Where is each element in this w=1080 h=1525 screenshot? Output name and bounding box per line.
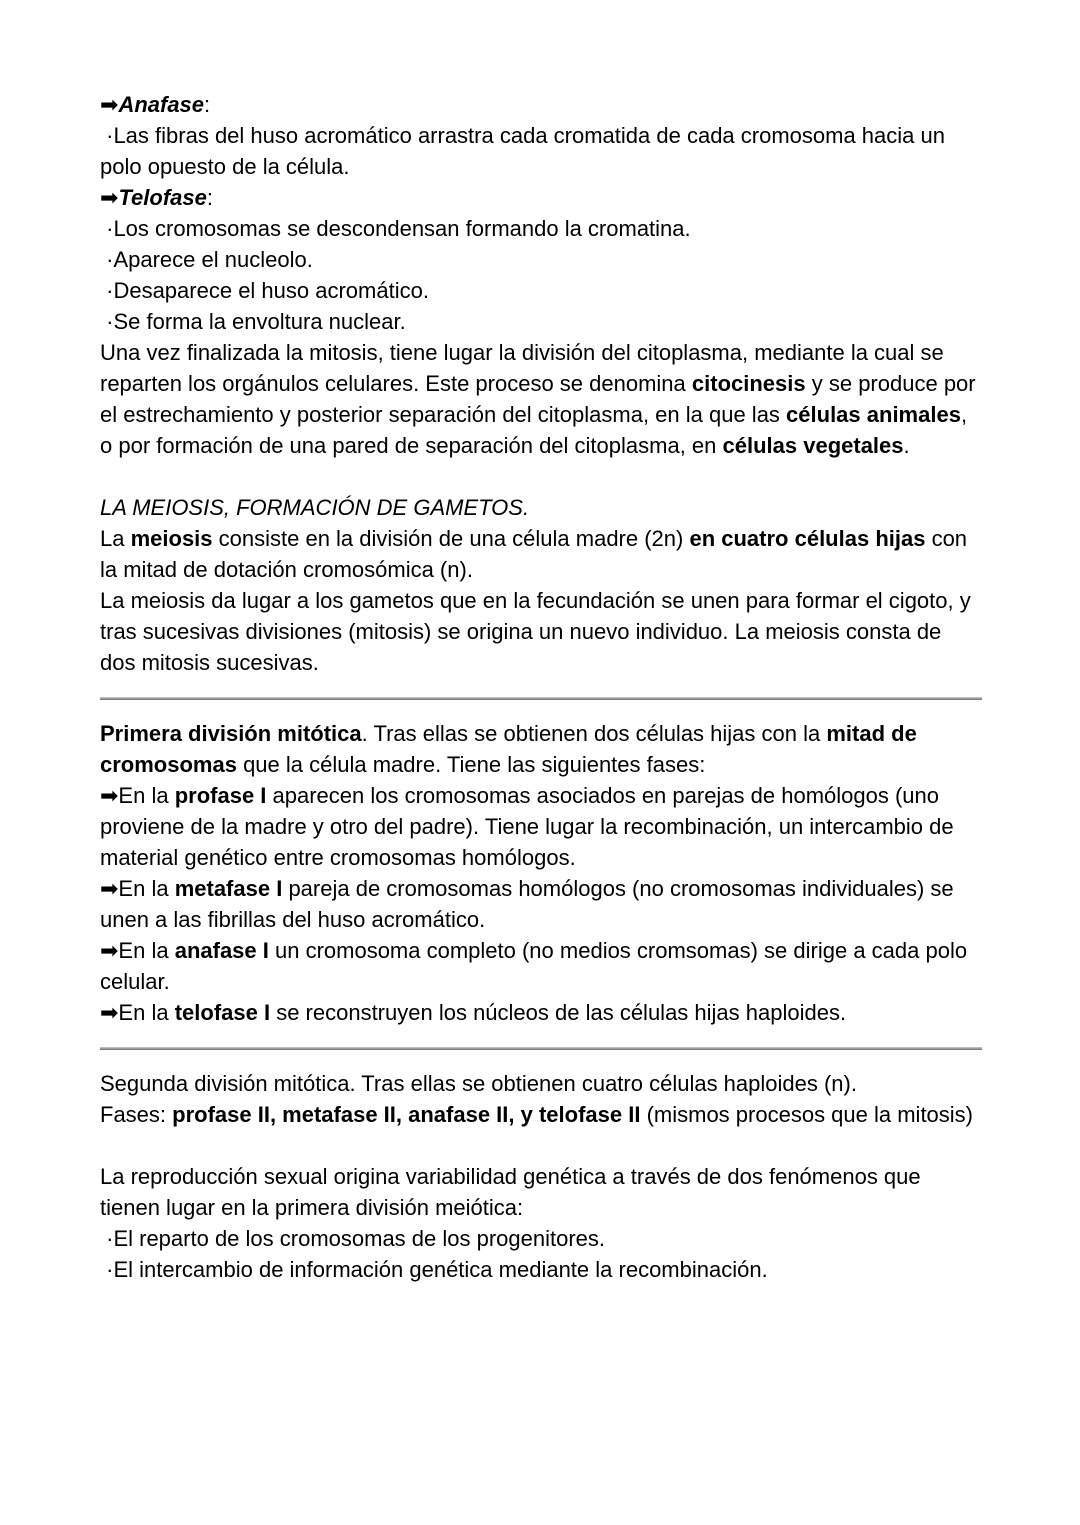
paragraph — [100, 523, 982, 585]
paragraph — [100, 213, 982, 244]
paragraph — [100, 935, 982, 997]
text-run: consiste en la división de una célula madre (2n) — [212, 526, 690, 551]
text-run: ·El reparto de los cromosomas de los progenitores. — [100, 1226, 606, 1251]
paragraph — [100, 1254, 982, 1285]
text-run: profase II, metafase II, anafase II, y telofase II — [172, 1102, 641, 1127]
text-run: La reproducción sexual origina variabilidad genética a través de dos fenómenos que tienen lugar en la primera división meiótica: — [100, 1164, 927, 1220]
text-run: con la mitad de dotación cromosómica (n). — [100, 526, 974, 582]
text-run: meiosis — [130, 526, 213, 551]
divider-row — [100, 678, 982, 718]
divider-row — [100, 1028, 982, 1068]
text-run: profase I — [174, 783, 267, 808]
text-run: La meiosis da lugar a los gametos que en la fecundación se unen para formar el cigoto, y tras sucesivas divisiones (mitosis) se origina un nuevo individuo. La meiosis consta de dos mitosis sucesivas. — [100, 588, 977, 675]
text-run: Primera división mitótica — [100, 721, 362, 746]
document-content — [100, 89, 982, 1285]
text-run: aparecen los cromosomas asociados en parejas de homólogos (uno proviene de la madre y otro del padre). Tiene lugar la recombinación, un intercambio de material genético entre cromosomas homólogos. — [100, 783, 960, 870]
arrow-bullet-run: ➡En la — [100, 876, 175, 901]
text-run: mitad de cromosomas — [100, 721, 923, 777]
text-run: ·Desaparece el huso acromático. — [100, 278, 429, 303]
paragraph — [100, 1099, 982, 1130]
paragraph — [100, 492, 982, 523]
blank-line — [100, 1130, 982, 1161]
arrow-bullet-run: ➡En la — [100, 1000, 175, 1025]
text-run: anafase I — [174, 938, 269, 963]
text-run: : — [206, 185, 214, 210]
paragraph — [100, 585, 982, 678]
text-run: un cromosoma completo (no medios cromsomas) se dirige a cada polo celular. — [100, 938, 974, 994]
text-run: : — [204, 92, 211, 117]
paragraph — [100, 244, 982, 275]
paragraph — [100, 1223, 982, 1254]
text-run: . — [903, 433, 910, 458]
text-run: Una vez finalizada la mitosis, tiene lugar la división del citoplasma, mediante la cual se reparten los orgánulos celulares. Este proceso se denomina — [100, 340, 950, 396]
text-run: pareja de cromosomas homólogos (no cromosomas individuales) se unen a las fibrillas del huso acromático. — [100, 876, 960, 932]
text-run: células animales — [786, 402, 961, 427]
text-run: ·Los cromosomas se descondensan formando la cromatina. — [100, 216, 691, 241]
blank-line — [100, 461, 982, 492]
arrow-bullet-run: ➡ — [100, 185, 119, 210]
text-run: Anafase — [118, 92, 205, 117]
paragraph — [100, 306, 982, 337]
text-run: ·Las fibras del huso acromático arrastra cada cromatida de cada cromosoma hacia un polo opuesto de la célula. — [100, 123, 952, 179]
paragraph — [100, 120, 982, 182]
paragraph — [100, 997, 982, 1028]
arrow-bullet-run: ➡ — [100, 92, 119, 117]
text-run: telofase I — [174, 1000, 271, 1025]
text-run: y se produce por el estrechamiento y posterior separación del citoplasma, en la que las — [100, 371, 982, 427]
paragraph — [100, 337, 982, 461]
arrow-bullet-run: ➡En la — [100, 938, 175, 963]
paragraph — [100, 718, 982, 780]
paragraph — [100, 1161, 982, 1223]
text-run: Telofase — [118, 185, 207, 210]
paragraph — [100, 89, 982, 120]
paragraph — [100, 1068, 982, 1099]
text-run: se reconstruyen los núcleos de las células hijas haploides. — [270, 1000, 847, 1025]
paragraph — [100, 182, 982, 213]
text-run: . Tras ellas se obtienen dos células hijas con la — [361, 721, 827, 746]
text-run: citocinesis — [691, 371, 806, 396]
text-run: La — [100, 526, 131, 551]
text-run: , o por formación de una pared de separación del citoplasma, en — [100, 402, 974, 458]
paragraph — [100, 780, 982, 873]
paragraph — [100, 275, 982, 306]
text-run: que la célula madre. Tiene las siguientes fases: — [236, 752, 706, 777]
arrow-bullet-run: ➡En la — [100, 783, 175, 808]
text-run: células vegetales — [722, 433, 904, 458]
text-run: ·Se forma la envoltura nuclear. — [100, 309, 406, 334]
text-run: ·El intercambio de información genética mediante la recombinación. — [100, 1257, 768, 1282]
horizontal-rule — [100, 697, 982, 700]
text-run: LA MEIOSIS, FORMACIÓN DE GAMETOS. — [100, 495, 530, 520]
text-run: ·Aparece el nucleolo. — [100, 247, 313, 272]
horizontal-rule — [100, 1047, 982, 1050]
text-run: (mismos procesos que la mitosis) — [640, 1102, 974, 1127]
text-run: en cuatro células hijas — [689, 526, 926, 551]
text-run: metafase I — [174, 876, 283, 901]
text-run: Segunda división mitótica. Tras ellas se obtienen cuatro células haploides (n). — [100, 1071, 857, 1096]
text-run: Fases: — [100, 1102, 173, 1127]
paragraph — [100, 873, 982, 935]
